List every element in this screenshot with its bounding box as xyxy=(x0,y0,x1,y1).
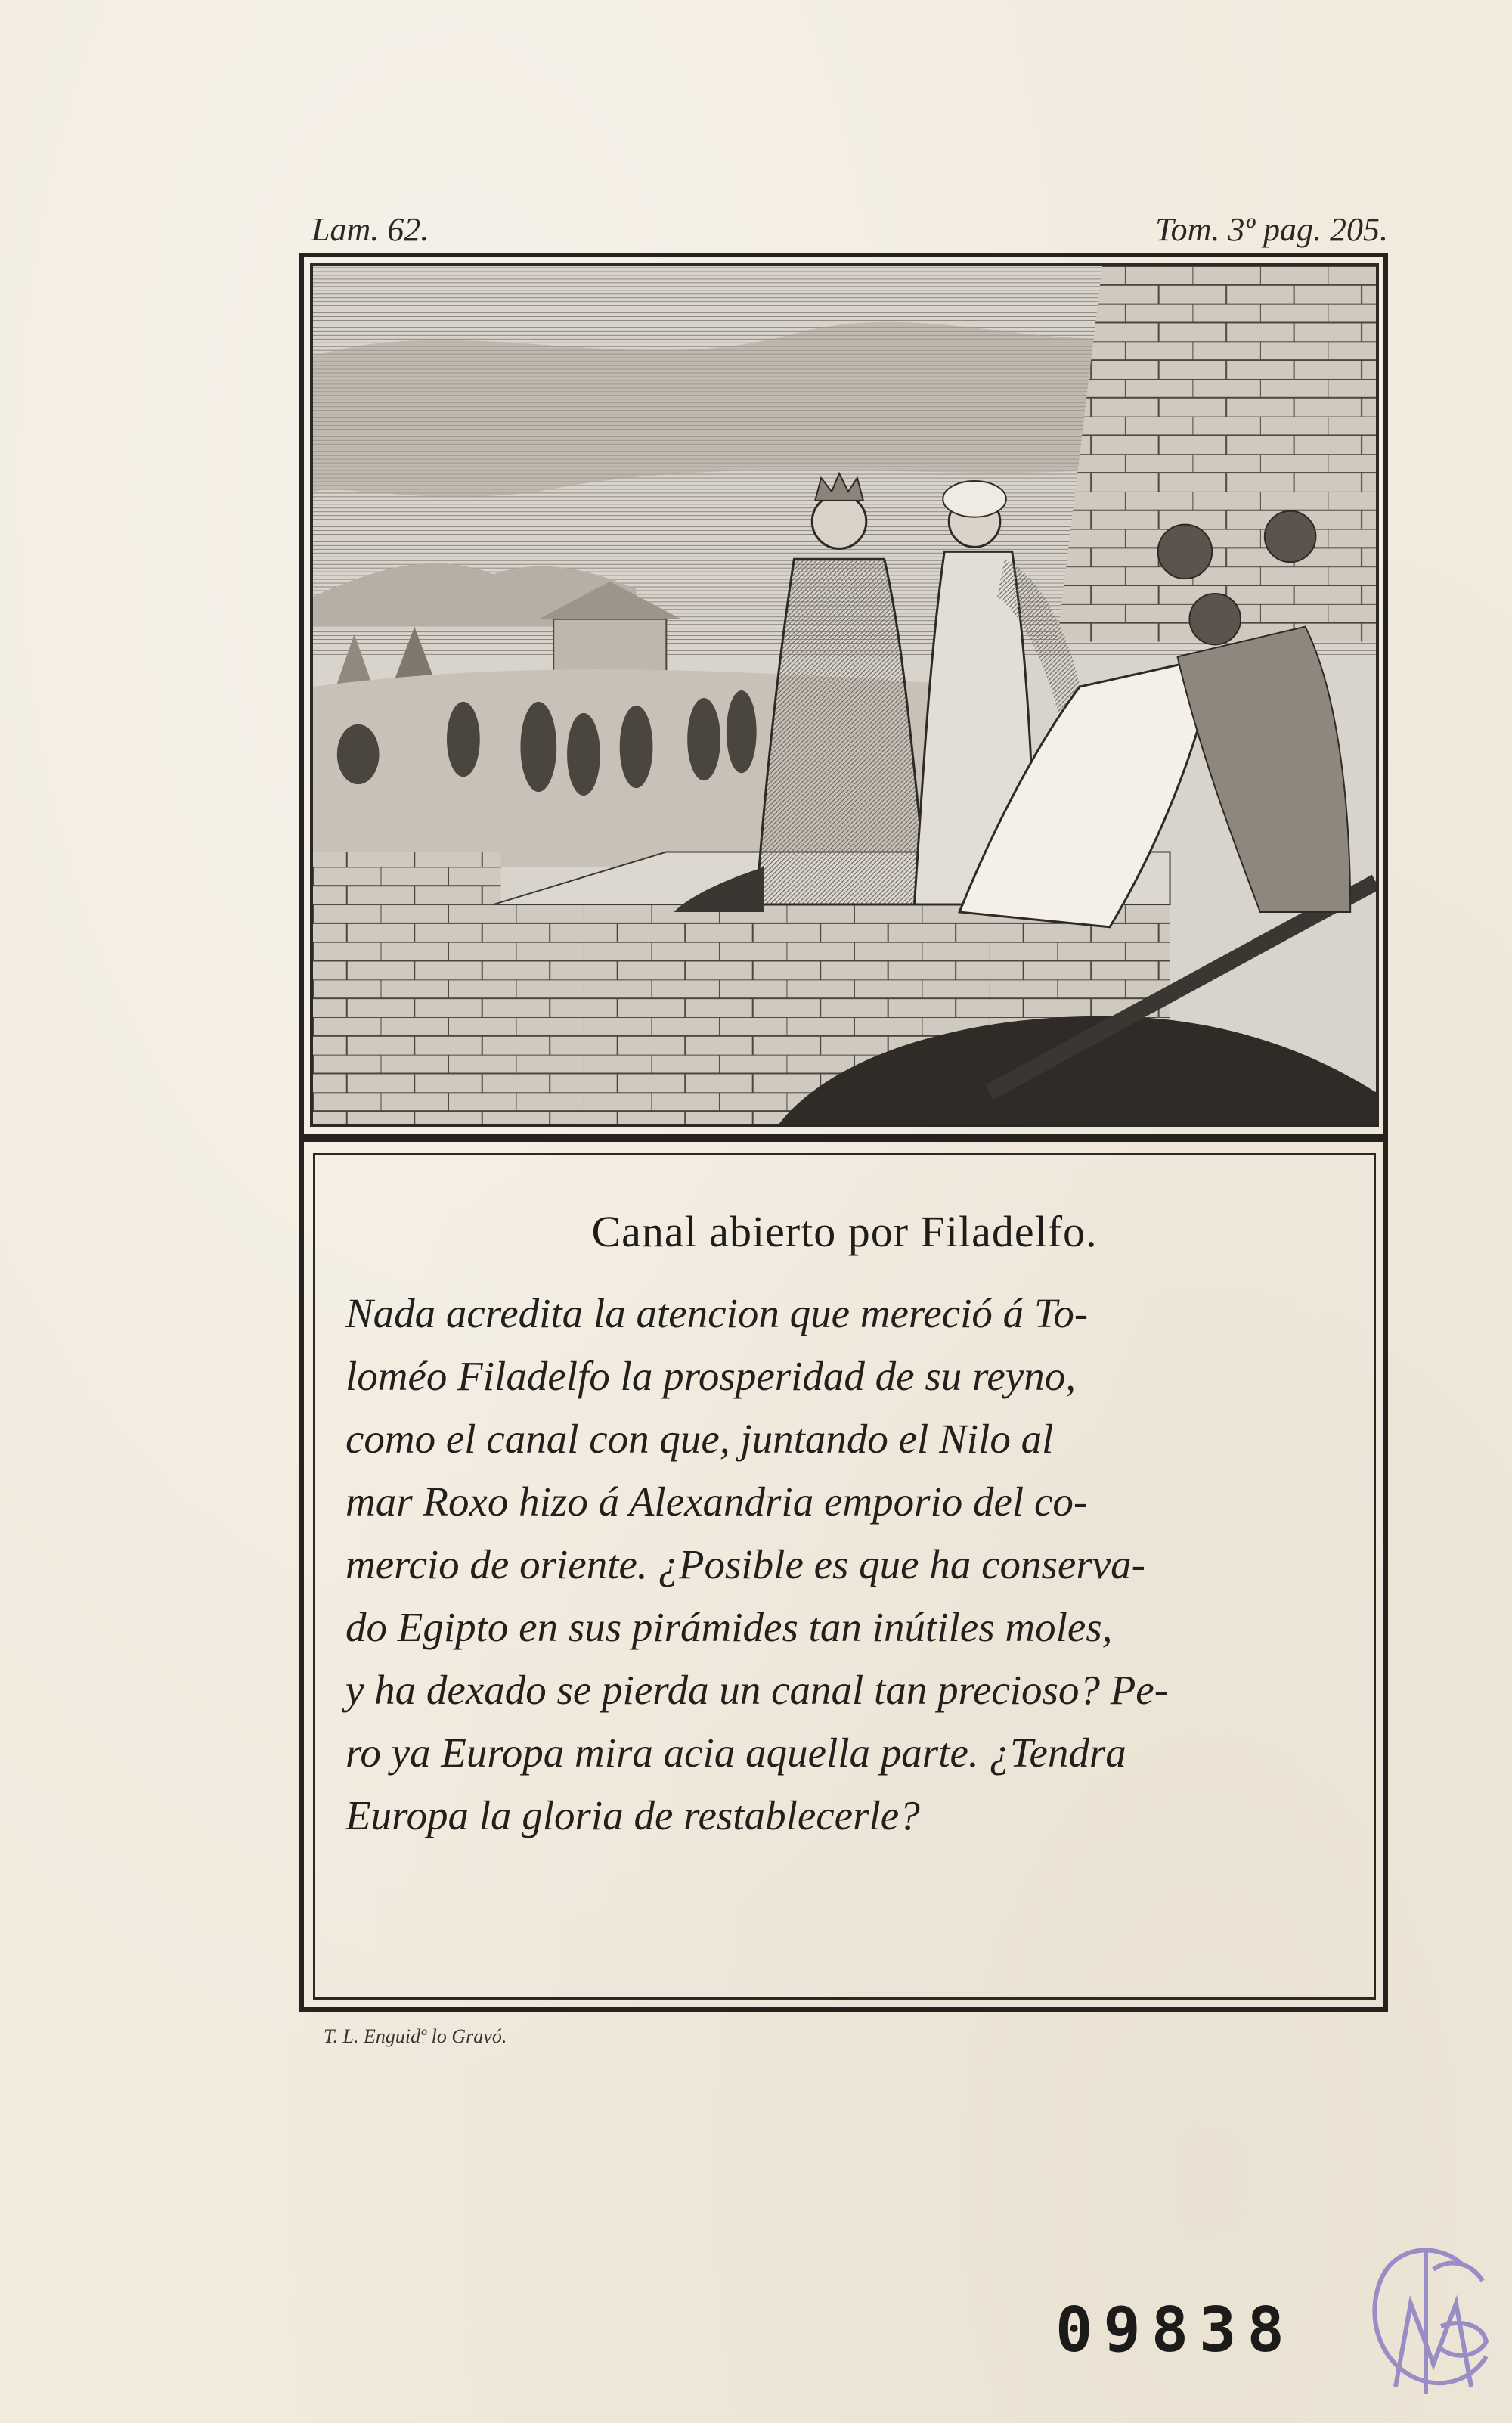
engraver-credit: T. L. Enguidº lo Gravó. xyxy=(324,2025,507,2047)
caption-line: Europa la gloria de restablecerle? xyxy=(345,1792,920,1838)
caption-text xyxy=(345,1282,1351,1847)
monogram-stamp xyxy=(1350,2235,1509,2406)
caption-line: y ha dexado se pierda un canal tan precioso? Pe- xyxy=(345,1667,1169,1713)
caption-line: mar Roxo hizo á Alexandria emporio del co- xyxy=(345,1478,1088,1525)
volume-page-label: Tom. 3º pag. 205. xyxy=(1155,211,1388,248)
caption-line: como el canal con que, juntando el Nilo al xyxy=(345,1416,1054,1462)
plate-label: Lam. 62. xyxy=(311,211,429,248)
caption-line: ro ya Europa mira acia aquella parte. ¿Tendra xyxy=(345,1730,1126,1776)
caption-line: mercio de oriente. ¿Posible es que ha conserva- xyxy=(345,1541,1145,1587)
frame-divider xyxy=(299,1134,1388,1142)
caption-panel xyxy=(313,1153,1376,2000)
inventory-number: 09838 xyxy=(1055,2294,1295,2366)
caption-title: Canal abierto por Filadelfo. xyxy=(591,1207,1098,1256)
engraving-scene xyxy=(313,266,1376,1124)
caption-line: loméo Filadelfo la prosperidad de su reyno, xyxy=(345,1353,1076,1399)
caption-line: Nada acredita la atencion que mereció á To- xyxy=(345,1290,1089,1336)
caption-line: do Egipto en sus pirámides tan inútiles moles, xyxy=(345,1604,1113,1650)
engraving-illustration xyxy=(310,263,1379,1127)
collection-stamp-icon xyxy=(1350,2235,1509,2406)
